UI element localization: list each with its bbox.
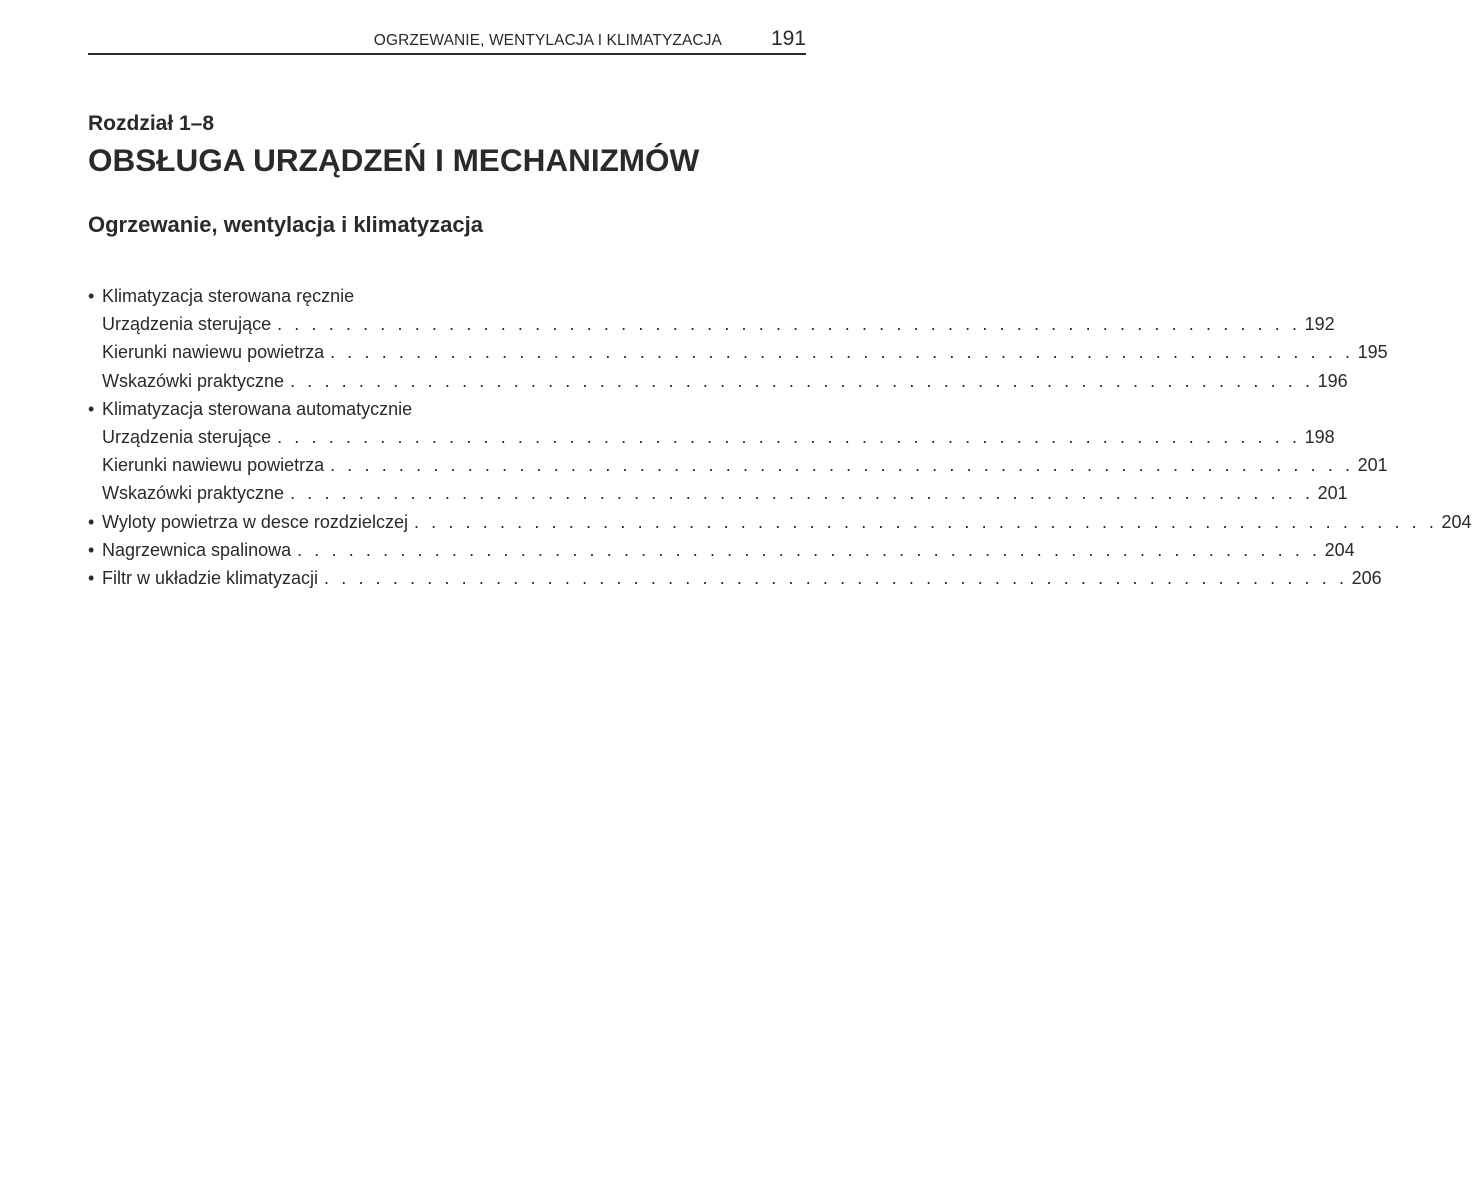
toc-entry-label: Kierunki nawiewu powietrza (102, 455, 325, 476)
toc-entry[interactable] (88, 423, 1335, 451)
toc-entry-label: Nagrzewnica spalinowa (102, 539, 292, 560)
toc-entry-page: 201 (1357, 455, 1388, 476)
page-number: 191 (770, 27, 806, 50)
toc-entry-page: 204 (1441, 511, 1472, 532)
toc-entry-label: Kierunki nawiewu powietrza (102, 342, 325, 363)
toc-bullet: • (88, 511, 95, 532)
toc-bullet: • (88, 398, 95, 419)
section-heading: Ogrzewanie, wentylacja i klimatyzacja (88, 212, 483, 237)
toc-entry[interactable] (88, 310, 1335, 338)
dot-leader: . . . . . . . . . . . . . . . . . . . . . . . . . . . . . . . . . . . . . . . . . . . . . . . . . . . . . . . . . . . . (330, 342, 1354, 363)
toc-entry[interactable] (88, 536, 1355, 564)
toc-entry-page: 196 (1317, 370, 1348, 391)
dot-leader: . . . . . . . . . . . . . . . . . . . . . . . . . . . . . . . . . . . . . . . . . . . . . . . . . . . . . . . . . . . . (324, 567, 1348, 588)
dot-leader: . . . . . . . . . . . . . . . . . . . . . . . . . . . . . . . . . . . . . . . . . . . . . . . . . . . . . . . . . . . . (297, 539, 1321, 560)
toc-entry-label: Wyloty powietrza w desce rozdzielczej (102, 511, 408, 532)
toc-bullet: • (88, 539, 95, 560)
dot-leader: . . . . . . . . . . . . . . . . . . . . . . . . . . . . . . . . . . . . . . . . . . . . . . . . . . . . . . . . . . . . (277, 314, 1301, 335)
dot-leader: . . . . . . . . . . . . . . . . . . . . . . . . . . . . . . . . . . . . . . . . . . . . . . . . . . . . . . . . . . . . (290, 483, 1314, 504)
running-header-section: OGRZEWANIE, WENTYLACJA I KLIMATYZACJA (373, 32, 722, 49)
toc-entry[interactable] (88, 451, 1388, 479)
dot-leader: . . . . . . . . . . . . . . . . . . . . . . . . . . . . . . . . . . . . . . . . . . . . . . . . . . . . . . . . . . . . (277, 426, 1301, 447)
toc-entry[interactable] (88, 479, 1348, 507)
toc-entry-page: 198 (1304, 426, 1335, 447)
toc-entry[interactable] (88, 508, 1472, 536)
toc-entry[interactable] (88, 282, 762, 310)
toc-entry-page: 204 (1324, 539, 1355, 560)
toc-entry-page: 201 (1317, 483, 1348, 504)
toc-entry[interactable] (88, 564, 1382, 592)
toc-entry[interactable] (88, 367, 1348, 395)
toc-entry-label: Urządzenia sterujące (102, 314, 272, 335)
toc-entry[interactable] (88, 338, 1388, 366)
toc-entry-label: Klimatyzacja sterowana automatycznie (102, 398, 413, 419)
toc-entry-label: Wskazówki praktyczne (102, 483, 285, 504)
toc-entry-label: Urządzenia sterujące (102, 426, 272, 447)
table-of-contents (88, 282, 1472, 592)
dot-leader: . . . . . . . . . . . . . . . . . . . . . . . . . . . . . . . . . . . . . . . . . . . . . . . . . . . . . . . . . . . . (290, 370, 1314, 391)
chapter-title: OBSŁUGA URZĄDZEŃ I MECHANIZMÓW (88, 142, 700, 178)
toc-entry-label: Filtr w układzie klimatyzacji (102, 567, 319, 588)
running-header (88, 26, 806, 55)
toc-entry-label: Klimatyzacja sterowana ręcznie (102, 286, 355, 306)
chapter-label: Rozdział 1–8 (88, 112, 215, 135)
dot-leader: . . . . . . . . . . . . . . . . . . . . . . . . . . . . . . . . . . . . . . . . . . . . . . . . . . . . . . . . . . . . (413, 511, 1438, 532)
dot-leader: . . . . . . . . . . . . . . . . . . . . . . . . . . . . . . . . . . . . . . . . . . . . . . . . . . . . . . . . . . . . (330, 455, 1354, 476)
toc-entry-label: Wskazówki praktyczne (102, 370, 285, 391)
toc-entry-page: 195 (1357, 342, 1388, 363)
toc-bullet: • (88, 567, 95, 588)
toc-entry[interactable] (88, 395, 762, 423)
toc-bullet: • (88, 286, 95, 306)
toc-entry-page: 206 (1351, 567, 1382, 588)
toc-entry-page: 192 (1304, 314, 1335, 335)
